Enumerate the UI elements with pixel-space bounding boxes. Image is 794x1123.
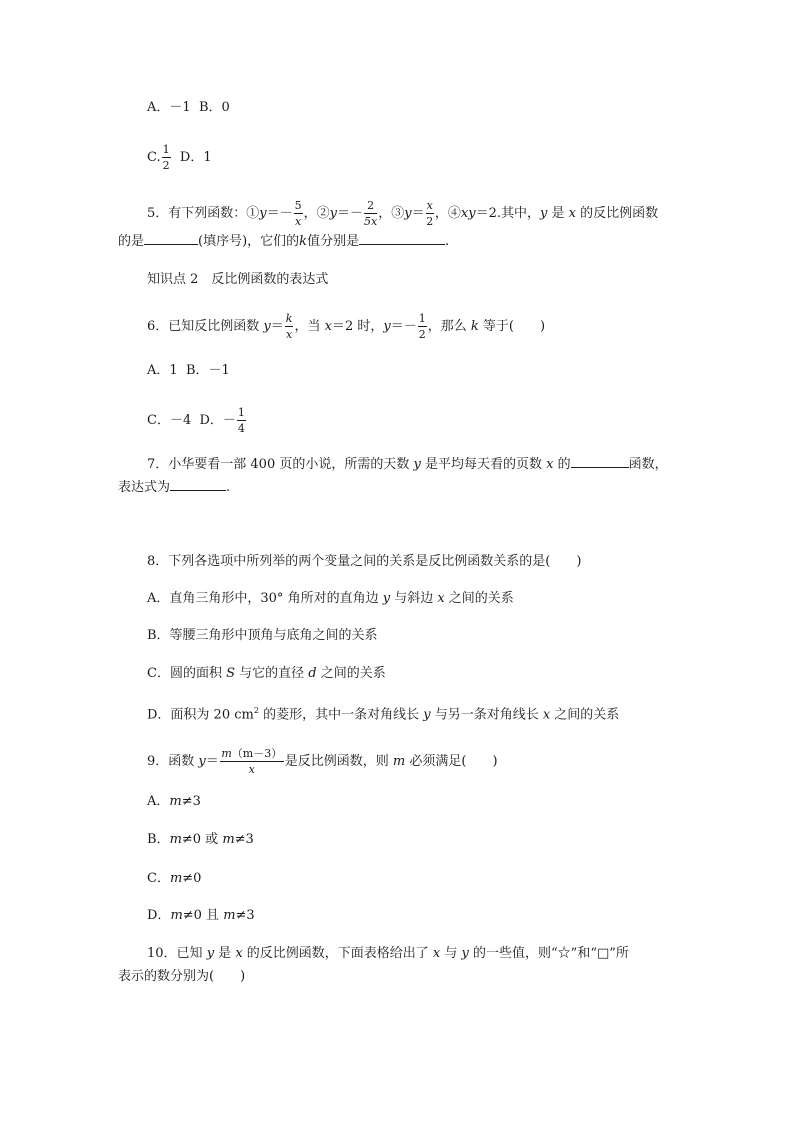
q5-f4: xy [460, 206, 476, 221]
q5-f1-eq: ＝－ [266, 206, 293, 221]
q9-option-a-text: ≠3 [181, 794, 201, 809]
q10-line2: 表示的数分别为( ) [118, 969, 246, 984]
q8-stem: 8．下列各选项中所列举的两个变量之间的关系是反比例函数关系的是( ) [147, 554, 582, 569]
q9-option-d-text2: ≠3 [235, 908, 255, 923]
q9-option-a-m: m [169, 794, 182, 809]
q5-line2-d: . [445, 234, 450, 249]
q6-text1: 6．已知反比例函数 [147, 319, 264, 334]
q9-option-d-label: D． [147, 908, 171, 923]
q10-text1: 10．已知 [147, 946, 207, 961]
q9-num-m: m [221, 747, 232, 760]
q9-option-a-label: A． [147, 794, 170, 809]
q9-option-a [147, 792, 201, 812]
q7-line2 [118, 478, 230, 498]
q9-option-b-label: B． [147, 832, 170, 847]
q9-option-d-m1: m [170, 908, 183, 923]
q9-option-c-text: ≠0 [182, 871, 202, 886]
q10-text4: 与 [440, 946, 462, 961]
q8-option-c [147, 664, 386, 684]
q8-option-d [147, 701, 619, 725]
q6-x: x [324, 319, 332, 334]
q8-option-a-x: x [437, 591, 445, 606]
q9-option-d-text1: ≠0 且 [182, 908, 224, 923]
q7-line1 [147, 455, 668, 475]
q8-option-a-y: y [382, 591, 391, 606]
q7-x: x [546, 457, 554, 472]
q8-option-c-s: S [226, 666, 235, 681]
q10-y: y [206, 946, 215, 961]
q8-option-b: B．等腰三角形中顶角与底角之间的关系 [147, 628, 378, 643]
q9-text3: 必须满足( ) [405, 754, 498, 769]
q8-option-d-text1: D．面积为 20 cm [147, 707, 254, 723]
q8-option-d-text2: 的菱形，其中一条对角线长 [258, 707, 424, 723]
q5-f2-eq: ＝－ [337, 206, 364, 221]
q8-option-d-text4: 之间的关系 [550, 707, 620, 723]
q5-line2-a: 的是 [118, 234, 145, 249]
q5-line2 [118, 232, 449, 252]
q9-option-d-m2: m [223, 908, 236, 923]
q5-end1: 的反比例函数 [580, 206, 659, 221]
q8-option-a-text2: 与斜边 [390, 591, 438, 606]
q6-k: k [470, 319, 479, 334]
q8-option-d-y: y [423, 707, 431, 723]
q5-line1 [147, 200, 658, 227]
q5-f3-fraction: $\frac{x}{2}$ [426, 199, 434, 228]
q10-x: x [235, 946, 243, 961]
q6-option-c: C．－4 [147, 413, 192, 428]
q9-option-b-m1: m [169, 832, 182, 847]
q6-y: y [263, 319, 271, 334]
q7-text3: 的 [553, 457, 571, 472]
q5-f3-eq: ＝ [411, 206, 425, 221]
q7-text4: 函数， [628, 457, 668, 472]
q6-cond1: ，当 [294, 319, 325, 334]
q10-x2: x [432, 946, 441, 961]
q9-option-b-text2: ≠3 [234, 832, 254, 847]
q9-fraction [220, 748, 284, 775]
q9-text1: 9．函数 [147, 754, 199, 769]
q9-num-rest: （m－3） [231, 747, 283, 760]
q9-eq: ＝ [205, 754, 219, 769]
q4-options-ab [147, 98, 230, 118]
q8-option-c-text1: C．圆的面积 [147, 666, 227, 681]
q5-answer-blank-2[interactable] [359, 232, 445, 245]
q10-text2: 是 [214, 946, 236, 961]
q9-option-c-m: m [169, 871, 183, 886]
q8-option-d-sup: 2 [253, 706, 259, 715]
q5-line2-b: (填序号)，它们的 [198, 234, 300, 249]
q7-answer-blank-1[interactable] [571, 455, 629, 468]
q5-sep3: ，③ [378, 206, 405, 221]
q10-y2: y [461, 946, 469, 961]
q5-answer-blank-1[interactable] [144, 232, 198, 245]
q6-option-a: A．1 [147, 363, 178, 378]
q9-fraction-num [220, 748, 284, 762]
q7-line2-text: 表达式为 [118, 480, 171, 495]
q8-option-a [147, 589, 514, 609]
q6-options-ab [147, 361, 230, 381]
q6-cond3: ＝－ [390, 319, 417, 334]
q6-option-d-prefix: D．－ [199, 413, 236, 428]
q4-options-cd [147, 144, 212, 171]
q7-answer-blank-2[interactable] [170, 478, 226, 491]
q5-y-var: y [539, 206, 548, 221]
q7-end: . [226, 480, 231, 495]
q7-text2: 是平均每天看的页数 [420, 457, 547, 472]
q9-option-b-m2: m [222, 832, 235, 847]
q6-fraction-k-x: $\frac{k}{x}$ [285, 312, 293, 341]
q7-y: y [413, 457, 421, 472]
q5-k-var: k [299, 234, 308, 249]
q8-option-d-x: x [542, 707, 551, 723]
q9-option-c-label: C． [147, 871, 170, 886]
q10-line1 [147, 944, 629, 964]
q9-fraction-den: x [248, 763, 255, 776]
q5-sep2: ，② [303, 206, 330, 221]
q5-f2-fraction: $\frac{2}{5x}$ [364, 199, 378, 228]
q5-sep4: ，④ [434, 206, 461, 221]
q7-text1: 7．小华要看一部 400 页的小说，所需的天数 [147, 457, 414, 472]
q9-option-c [147, 869, 201, 889]
q6-y2: y [383, 319, 391, 334]
q5-f1-fraction: $\frac{5}{x}$ [294, 199, 302, 228]
section-title: 知识点 2 反比例函数的表达式 [147, 272, 329, 287]
q5-mid: 是 [551, 206, 565, 221]
q5-text: 5．有下列函数：① [147, 206, 260, 221]
q8-option-c-d: d [308, 666, 317, 681]
q8-option-c-text2: 与它的直径 [235, 666, 309, 681]
q6-cond4: ，那么 [427, 319, 471, 334]
q6-options-cd [147, 407, 247, 434]
q10-text5: 的一些值，则“☆”和“□”所 [468, 946, 629, 961]
q8-option-a-text3: 之间的关系 [444, 591, 514, 606]
q5-f4-rest: ＝2.其中， [475, 206, 540, 221]
q6-eq: ＝ [270, 319, 284, 334]
q4-option-d: D．1 [179, 150, 212, 165]
q6-stem [147, 313, 545, 340]
q5-x-var: x [568, 206, 576, 221]
q5-f3-lhs: y [404, 206, 412, 221]
q8-option-c-text3: 之间的关系 [316, 666, 386, 681]
q8-option-a-text1: A．直角三角形中，30° 角所对的直角边 [147, 591, 383, 606]
q9-text2: 是反比例函数，则 [284, 754, 393, 769]
q5-f2-lhs: y [329, 206, 338, 221]
q8-option-d-text3: 与另一条对角线长 [430, 707, 543, 723]
q4-option-b: B．0 [198, 100, 230, 115]
q5-f1-lhs: y [259, 206, 267, 221]
q5-line2-c: 值分别是 [307, 234, 360, 249]
q9-option-b [147, 830, 254, 850]
q6-cond5: 等于( ) [478, 319, 546, 334]
q9-m: m [392, 754, 406, 769]
q9-option-d [147, 906, 255, 926]
q6-option-b: B．－1 [185, 363, 230, 378]
q10-text3: 的反比例函数，下面表格给出了 [242, 946, 433, 961]
q6-cond2: ＝2 时， [331, 319, 384, 334]
q4-option-a: A．－1 [147, 100, 191, 115]
q9-y: y [198, 754, 206, 769]
q9-stem [147, 748, 498, 775]
q4-option-c-fraction: $\frac{1}{2}$ [162, 143, 170, 172]
q4-option-c-prefix: C. [147, 150, 161, 165]
q6-fraction-half: $\frac{1}{2}$ [418, 312, 426, 341]
q6-option-d-fraction: $\frac{1}{4}$ [237, 406, 245, 435]
q9-option-b-text1: ≠0 或 [181, 832, 223, 847]
